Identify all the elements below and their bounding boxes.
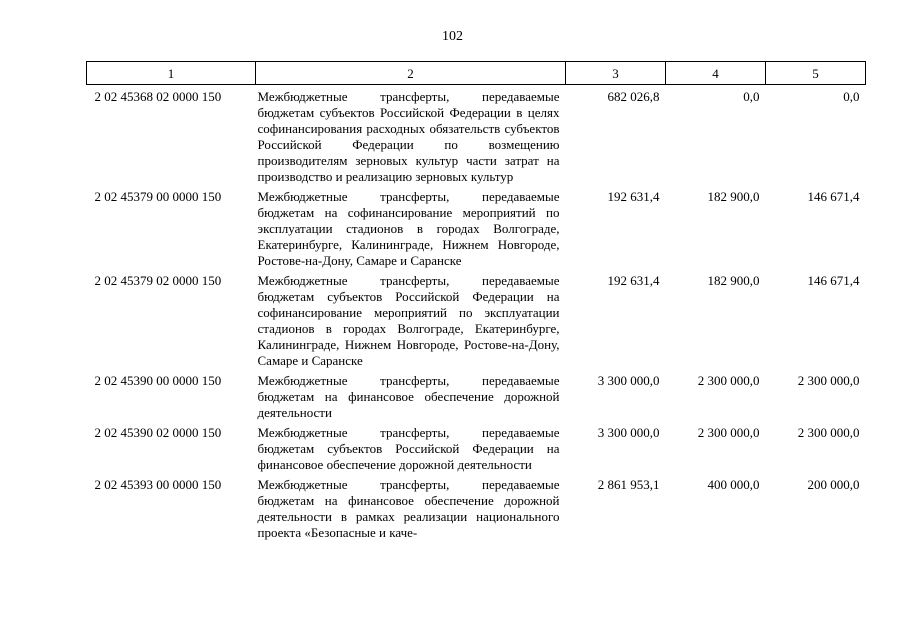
amount-col-3-cell: 3 300 000,0 <box>597 373 660 388</box>
table-row <box>87 473 866 541</box>
header-col-3: 3 <box>566 62 666 85</box>
amount-col-3-cell: 192 631,4 <box>607 189 660 204</box>
amount-col-3-cell: 192 631,4 <box>607 273 660 288</box>
table-row <box>87 85 866 186</box>
amount-col-5-cell: 146 671,4 <box>807 273 860 288</box>
amount-col-3-cell: 3 300 000,0 <box>597 425 660 440</box>
amount-col-4-cell: 400 000,0 <box>707 477 760 492</box>
amount-col-5-cell: 146 671,4 <box>807 189 860 204</box>
table-row <box>87 421 866 473</box>
amount-col-4-cell: 182 900,0 <box>707 273 760 288</box>
description-cell: Межбюджетные трансферты, передаваемые бюджетам на финансовое обеспечение дорожной деятельности в рамках реализации национального проекта «Безопасные и каче- <box>257 477 560 540</box>
amount-col-3-cell: 682 026,8 <box>607 89 660 104</box>
amount-col-5-cell: 2 300 000,0 <box>797 373 860 388</box>
budget-code-cell: 2 02 45390 02 0000 150 <box>94 425 222 440</box>
description-cell: Межбюджетные трансферты, передаваемые бюджетам субъектов Российской Федерации в целях софинансирования расходных обязательств субъектов Российской Федерации по возмещению производителям зерновых культур части затрат на производство и реализацию зерновых культур <box>257 89 560 184</box>
amount-col-5-cell: 0,0 <box>843 89 860 104</box>
description-cell: Межбюджетные трансферты, передаваемые бюджетам на финансовое обеспечение дорожной деятельности <box>257 373 560 420</box>
description-cell: Межбюджетные трансферты, передаваемые бюджетам субъектов Российской Федерации на софинансирование мероприятий по эксплуатации стадионов в городах Волгограде, Екатеринбурге, Калининграде, Нижнем Новгороде, Ростове-на-Дону, Самаре и Саранске <box>257 273 560 368</box>
description-cell: Межбюджетные трансферты, передаваемые бюджетам на софинансирование мероприятий по эксплуатации стадионов в городах Волгограде, Екатеринбурге, Калининграде, Нижнем Новгороде, Ростове-на-Дону, Самаре и Саранске <box>257 189 560 268</box>
amount-col-4-cell: 0,0 <box>743 89 760 104</box>
budget-code-cell: 2 02 45393 00 0000 150 <box>94 477 222 492</box>
budget-code-cell: 2 02 45390 00 0000 150 <box>94 373 222 388</box>
header-col-5: 5 <box>766 62 866 85</box>
amount-col-4-cell: 2 300 000,0 <box>697 425 760 440</box>
amount-col-4-cell: 182 900,0 <box>707 189 760 204</box>
budget-code-cell: 2 02 45379 02 0000 150 <box>94 273 222 288</box>
budget-code-cell: 2 02 45368 02 0000 150 <box>94 89 222 104</box>
amount-col-5-cell: 2 300 000,0 <box>797 425 860 440</box>
budget-code-cell: 2 02 45379 00 0000 150 <box>94 189 222 204</box>
table-row <box>87 369 866 421</box>
amount-col-4-cell: 2 300 000,0 <box>697 373 760 388</box>
page-number: 102 <box>442 29 463 44</box>
table-row <box>87 269 866 369</box>
header-col-1: 1 <box>87 62 256 85</box>
table-header-row <box>87 62 866 85</box>
budget-revenue-table <box>86 61 866 541</box>
header-col-4: 4 <box>666 62 766 85</box>
description-cell: Межбюджетные трансферты, передаваемые бюджетам субъектов Российской Федерации на финансовое обеспечение дорожной деятельности <box>257 425 560 472</box>
amount-col-5-cell: 200 000,0 <box>807 477 860 492</box>
amount-col-3-cell: 2 861 953,1 <box>597 477 660 492</box>
table-row <box>87 185 866 269</box>
header-col-2: 2 <box>256 62 566 85</box>
